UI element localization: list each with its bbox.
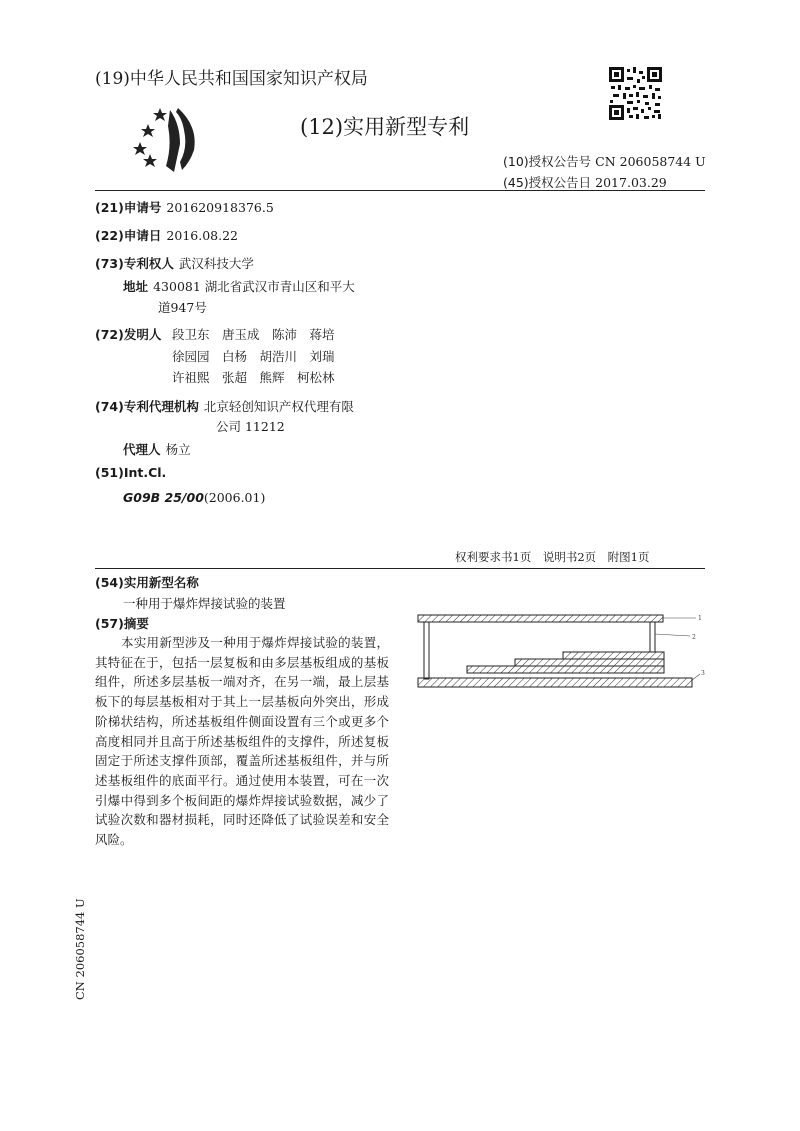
emblem-star: [141, 124, 155, 137]
inventors-row: 许祖熙 张超 熊辉 柯松林: [172, 370, 335, 385]
office-emblem: [118, 104, 208, 174]
filing-date: [95, 225, 238, 244]
inventors-row: 段卫东 唐玉成 陈沛 蒋培: [172, 327, 335, 342]
figure-label: 2: [692, 634, 696, 641]
qr-code: [609, 67, 662, 120]
agent: [123, 439, 191, 458]
agency: [95, 396, 354, 415]
address-line2: 道947号: [158, 300, 207, 315]
figure-label: 1: [698, 615, 702, 622]
agency-line2: 公司 11212: [216, 419, 285, 434]
ipc-code: G09B 25/00: [123, 490, 204, 505]
patentee-label: (73)专利权人: [95, 256, 174, 271]
office-name: (19)中华人民共和国国家知识产权局: [95, 69, 368, 89]
filing-date-value: 2016.08.22: [166, 228, 238, 243]
address-line1: 430081 湖北省武汉市青山区和平大: [153, 279, 355, 294]
title-label: (54)实用新型名称: [95, 575, 199, 590]
publication-date: [503, 173, 667, 191]
filing-date-label: (22)申请日: [95, 228, 162, 243]
publication-number: [503, 152, 706, 170]
leader-line: [692, 674, 700, 680]
abstract-label: (57)摘要: [95, 616, 149, 631]
base-plate: [515, 659, 664, 666]
agent-label: 代理人: [123, 442, 161, 457]
base-plate: [418, 678, 692, 687]
figure-label: 3: [701, 670, 705, 677]
support-post: [424, 622, 429, 679]
abstract-figure: [410, 608, 710, 698]
base-plate: [467, 666, 664, 673]
support-post: [650, 622, 655, 652]
application-number-label: (21)申请号: [95, 200, 162, 215]
ipc-version: (2006.01): [203, 490, 266, 505]
patentee: [95, 253, 254, 272]
publication-number-label: (10)授权公告号: [503, 154, 592, 169]
counts-divider: [95, 568, 705, 569]
agency-label: (74)专利代理机构: [95, 399, 199, 414]
address-label: 地址: [123, 279, 149, 294]
agent-value: 杨立: [165, 442, 191, 457]
leader-line: [655, 634, 690, 636]
publication-date-value: 2017.03.29: [595, 175, 667, 190]
publication-number-value: CN 206058744 U: [595, 154, 706, 169]
ipc-classification: [123, 487, 265, 506]
application-number-value: 201620918376.5: [166, 200, 274, 215]
agency-line1: 北京轻创知识产权代理有限: [203, 399, 354, 414]
inventors-row: 徐园园 白杨 胡浩川 刘瑞: [172, 349, 335, 364]
patentee-value: 武汉科技大学: [178, 256, 254, 271]
utility-model-title: 一种用于爆炸焊接试验的装置: [123, 596, 286, 611]
cover-plate: [418, 615, 663, 622]
side-publication-number: CN 206058744 U: [73, 898, 87, 1000]
emblem-star: [133, 142, 147, 155]
ipc-label: (51)Int.Cl.: [95, 465, 167, 480]
page-counts: 权利要求书1页 说明书2页 附图1页: [455, 550, 650, 564]
abstract-text: 本实用新型涉及一种用于爆炸焊接试验的装置，其特征在于，包括一层复板和由多层基板组成的基板组件，所述多层基板一端对齐，在另一端，最上层基板下的每层基板相对于其上一层基板向外突出，形成阶梯状结构，所述基板组件侧面设置有三个或更多个高度相同并且高于所述基板组件的支撑件，所述复板固定于所述支撑件顶部，覆盖所述基板组件，并与所述基板组件的底面平行。通过使用本装置，可在一次引爆中得到多个板间距的爆炸焊接试验数据，减少了试验次数和器材损耗，同时还降低了试验误差和安全风险。: [95, 635, 389, 848]
base-plate: [563, 652, 664, 659]
application-number: [95, 197, 274, 216]
emblem-star: [143, 154, 157, 167]
emblem-shape: [166, 110, 180, 172]
inventors-label: (72)发明人: [95, 327, 162, 342]
emblem-star: [153, 108, 167, 121]
header-divider: [95, 190, 705, 191]
document-type: (12)实用新型专利: [300, 115, 470, 139]
publication-date-label: (45)授权公告日: [503, 175, 592, 190]
address: [123, 276, 355, 295]
